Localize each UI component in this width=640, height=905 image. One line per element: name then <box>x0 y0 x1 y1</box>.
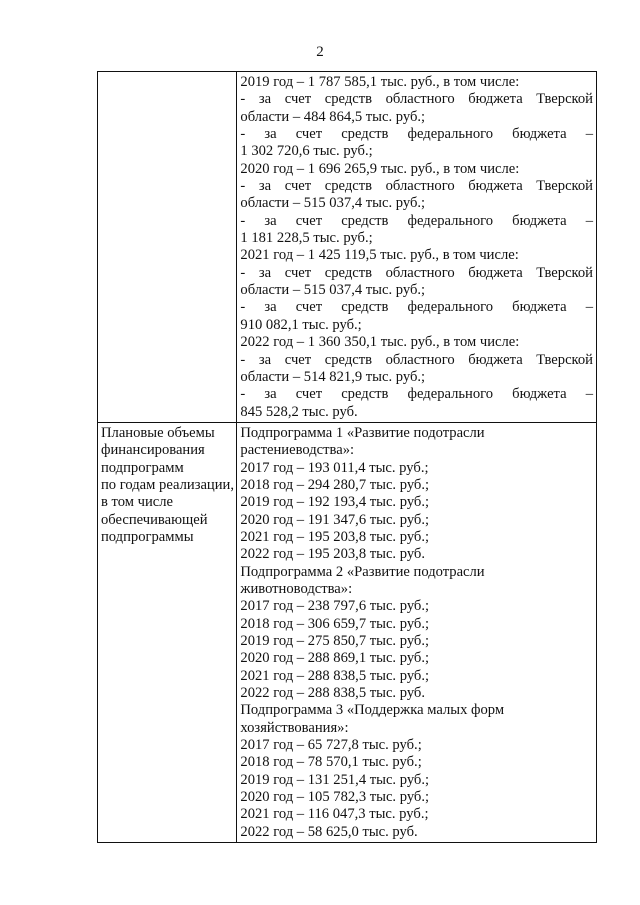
text-line: по годам реализации, <box>101 476 235 493</box>
text-line: - за счет средств федерального бюджета – <box>240 299 593 316</box>
text-line: 2021 год – 195 203,8 тыс. руб.; <box>240 528 430 545</box>
text-line: Плановые объемы <box>101 424 215 441</box>
table-row <box>98 422 597 842</box>
text-line: 2022 год – 58 625,0 тыс. руб. <box>240 823 418 840</box>
text-line: 2018 год – 306 659,7 тыс. руб.; <box>240 615 430 632</box>
row2-label-cell <box>98 422 237 842</box>
text-line: финансирования <box>101 442 205 459</box>
text-line: 2022 год – 288 838,5 тыс. руб. <box>240 685 426 702</box>
row1-value-cell <box>237 72 597 423</box>
text-line: области – 514 821,9 тыс. руб.; <box>240 368 426 385</box>
text-line: 2020 год – 105 782,3 тыс. руб.; <box>240 789 430 806</box>
text-line: - за счет средств федерального бюджета – <box>240 212 593 229</box>
text-line: - за счет средств областного бюджета Тверской <box>240 351 593 368</box>
text-line: в том числе <box>101 494 174 511</box>
text-line: 845 528,2 тыс. руб. <box>240 403 358 420</box>
text-line: хозяйствования»: <box>240 719 349 736</box>
text-line: Подпрограмма 2 «Развитие подотрасли <box>240 563 485 580</box>
text-line: 2020 год – 1 696 265,9 тыс. руб., в том числе: <box>240 160 520 177</box>
text-line: 2018 год – 78 570,1 тыс. руб.; <box>240 754 422 771</box>
financing-table <box>97 71 597 843</box>
text-line: 2022 год – 195 203,8 тыс. руб. <box>240 546 426 563</box>
text-line: области – 515 037,4 тыс. руб.; <box>240 282 426 299</box>
text-line: - за счет средств федерального бюджета – <box>240 126 593 143</box>
text-line: 910 082,1 тыс. руб.; <box>240 316 362 333</box>
text-line: - за счет средств областного бюджета Тверской <box>240 91 593 108</box>
text-line: 2017 год – 193 011,4 тыс. руб.; <box>240 459 429 476</box>
text-line: 2020 год – 288 869,1 тыс. руб.; <box>240 650 430 667</box>
text-line: - за счет средств федерального бюджета – <box>240 386 593 403</box>
text-line: 2017 год – 65 727,8 тыс. руб.; <box>240 737 422 754</box>
text-line: 2019 год – 275 850,7 тыс. руб.; <box>240 633 430 649</box>
text-line: 2021 год – 116 047,3 тыс. руб.; <box>240 806 429 823</box>
text-line: 2017 год – 238 797,6 тыс. руб.; <box>240 598 430 615</box>
text-line: области – 484 864,5 тыс. руб.; <box>240 108 426 125</box>
row1-label-cell <box>98 72 237 423</box>
text-line: животноводства»: <box>240 580 353 597</box>
text-line: 2019 год – 192 193,4 тыс. руб.; <box>240 494 430 511</box>
text-line: 2022 год – 1 360 350,1 тыс. руб., в том числе: <box>240 334 520 351</box>
text-line: - за счет средств областного бюджета Тверской <box>240 178 593 195</box>
text-line: 2018 год – 294 280,7 тыс. руб.; <box>240 476 430 493</box>
text-line: 2021 год – 288 838,5 тыс. руб.; <box>240 667 430 684</box>
table-row <box>98 72 597 423</box>
text-line: обеспечивающей <box>101 511 208 528</box>
text-line: 2019 год – 131 251,4 тыс. руб.; <box>240 771 430 788</box>
text-line: Подпрограмма 3 «Поддержка малых форм <box>240 702 505 719</box>
page-number: 2 <box>316 44 324 60</box>
text-line: области – 515 037,4 тыс. руб.; <box>240 195 426 212</box>
text-line: 2019 год – 1 787 585,1 тыс. руб., в том числе: <box>240 74 520 90</box>
text-line: Подпрограмма 1 «Развитие подотрасли <box>240 424 485 441</box>
text-line: 2020 год – 191 347,6 тыс. руб.; <box>240 511 430 528</box>
row2-value-cell <box>237 422 597 842</box>
text-line: - за счет средств областного бюджета Тверской <box>240 264 593 281</box>
text-line: 2021 год – 1 425 119,5 тыс. руб., в том числе: <box>240 247 519 264</box>
text-line: подпрограммы <box>101 528 194 545</box>
text-line: подпрограмм <box>101 459 184 476</box>
text-line: 1 302 720,6 тыс. руб.; <box>240 143 373 160</box>
text-line: растениеводства»: <box>240 442 355 459</box>
text-line: 1 181 228,5 тыс. руб.; <box>240 230 373 247</box>
